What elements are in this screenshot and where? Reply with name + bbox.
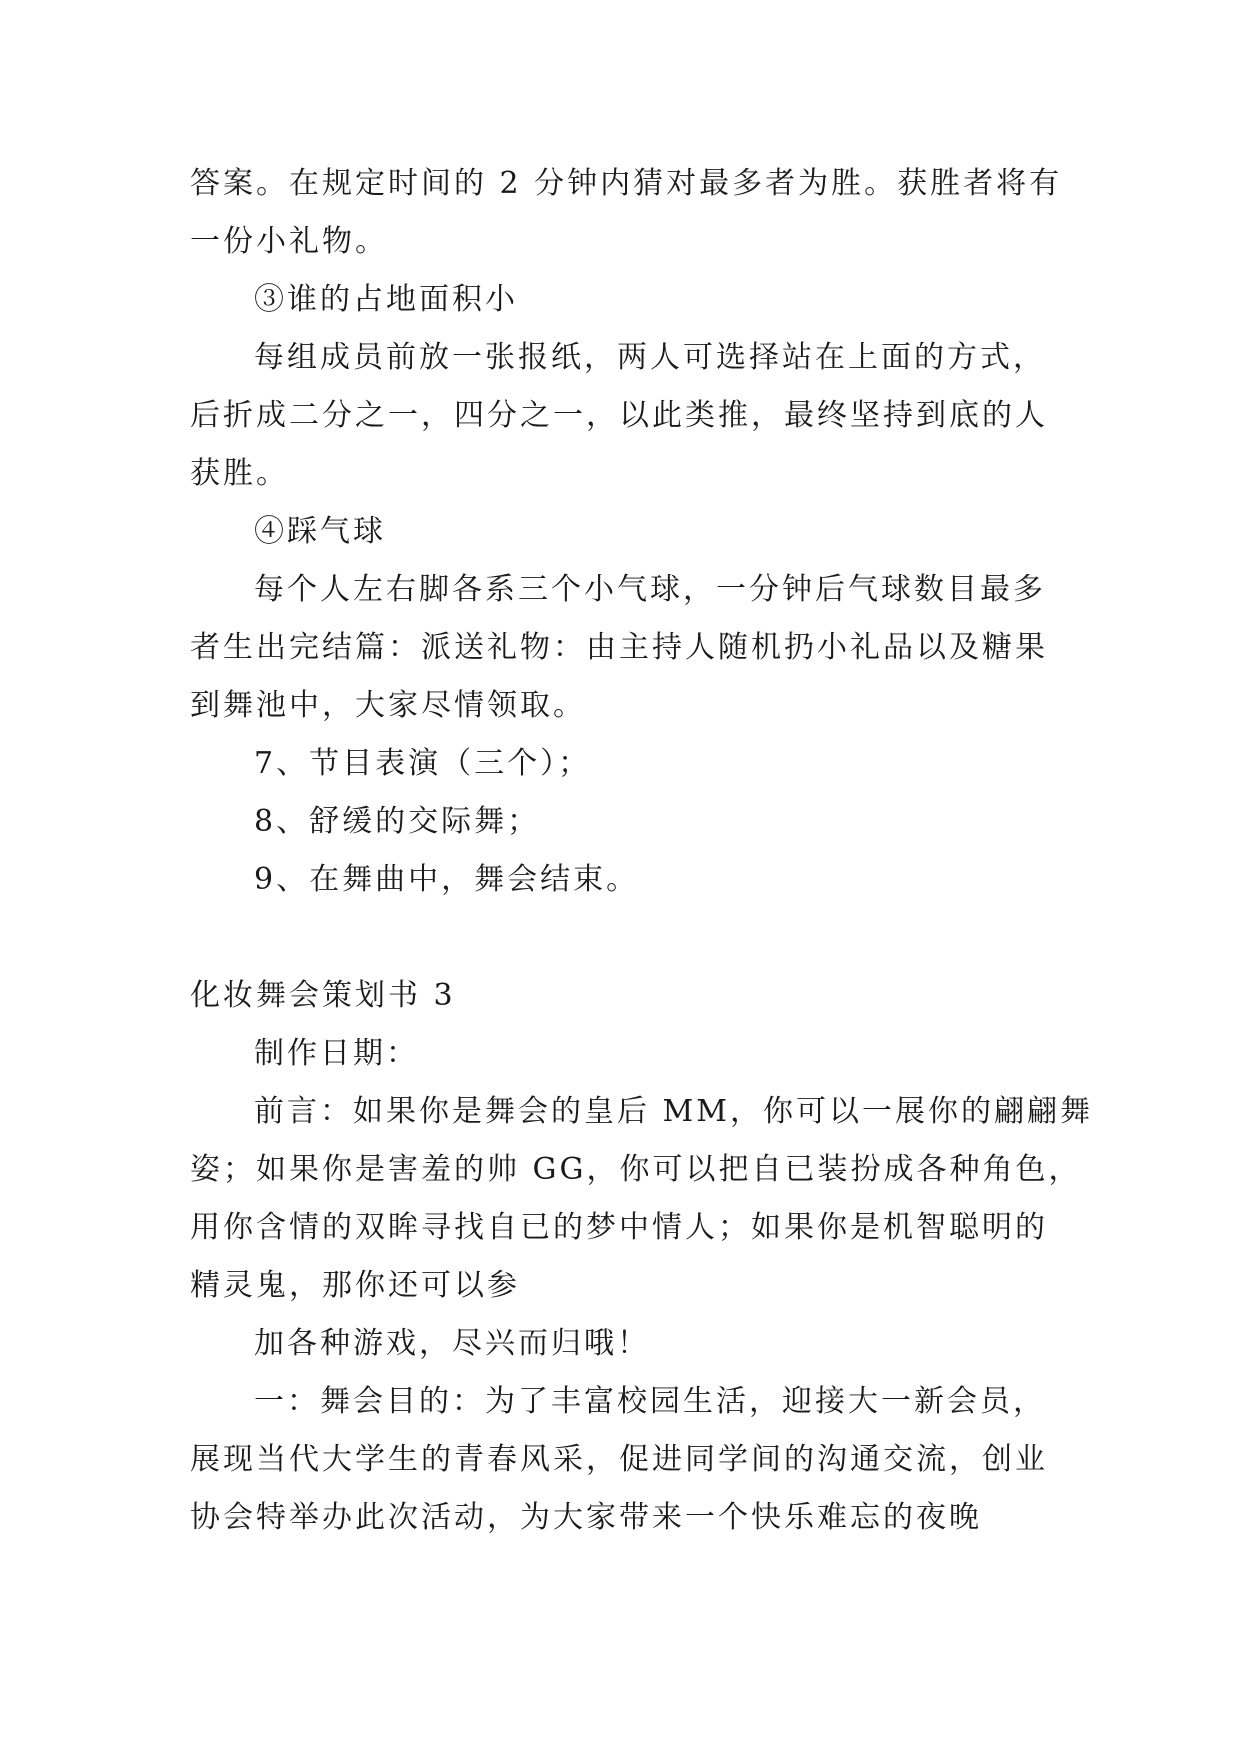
paragraph-line: 用你含情的双眸寻找自已的梦中情人；如果你是机智聪明的 bbox=[190, 1210, 1048, 1245]
paragraph-line: 一：舞会目的：为了丰富校园生活，迎接大一新会员， bbox=[254, 1384, 1046, 1419]
paragraph-line: 每个人左右脚各系三个小气球，一分钟后气球数目最多 bbox=[254, 572, 1046, 607]
paragraph-line: 协会特举办此次活动，为大家带来一个快乐难忘的夜晚 bbox=[190, 1500, 982, 1535]
paragraph-line: 精灵鬼，那你还可以参 bbox=[190, 1268, 520, 1303]
production-date-label: 制作日期： bbox=[254, 1036, 419, 1071]
paragraph-line: 者生出完结篇：派送礼物：由主持人随机扔小礼品以及糖果 bbox=[190, 630, 1048, 665]
section-heading-item-4: ④踩气球 bbox=[254, 514, 386, 549]
paragraph-line: 获胜。 bbox=[190, 456, 289, 491]
paragraph-line: 每组成员前放一张报纸，两人可选择站在上面的方式， bbox=[254, 340, 1046, 375]
paragraph-line: 答案。在规定时间的 2 分钟内猜对最多者为胜。获胜者将有 bbox=[190, 166, 1063, 201]
paragraph-line: 前言：如果你是舞会的皇后 MM，你可以一展你的翩翩舞 bbox=[254, 1094, 1093, 1129]
paragraph-line: 一份小礼物。 bbox=[190, 224, 388, 259]
paragraph-line: 姿；如果你是害羞的帅 GG，你可以把自已装扮成各种角色， bbox=[190, 1152, 1082, 1187]
document-section-title: 化妆舞会策划书 3 bbox=[190, 978, 456, 1013]
list-item-7: 7、节目表演（三个）； bbox=[254, 746, 592, 781]
section-heading-item-3: ③谁的占地面积小 bbox=[254, 282, 518, 317]
paragraph-line: 到舞池中，大家尽情领取。 bbox=[190, 688, 586, 723]
paragraph-line: 后折成二分之一，四分之一，以此类推，最终坚持到底的人 bbox=[190, 398, 1048, 433]
list-item-9: 9、在舞曲中，舞会结束。 bbox=[254, 862, 640, 897]
paragraph-line: 展现当代大学生的青春风采，促进同学间的沟通交流，创业 bbox=[190, 1442, 1048, 1477]
list-item-8: 8、舒缓的交际舞； bbox=[254, 804, 541, 839]
paragraph-line: 加各种游戏，尽兴而归哦！ bbox=[254, 1326, 650, 1361]
